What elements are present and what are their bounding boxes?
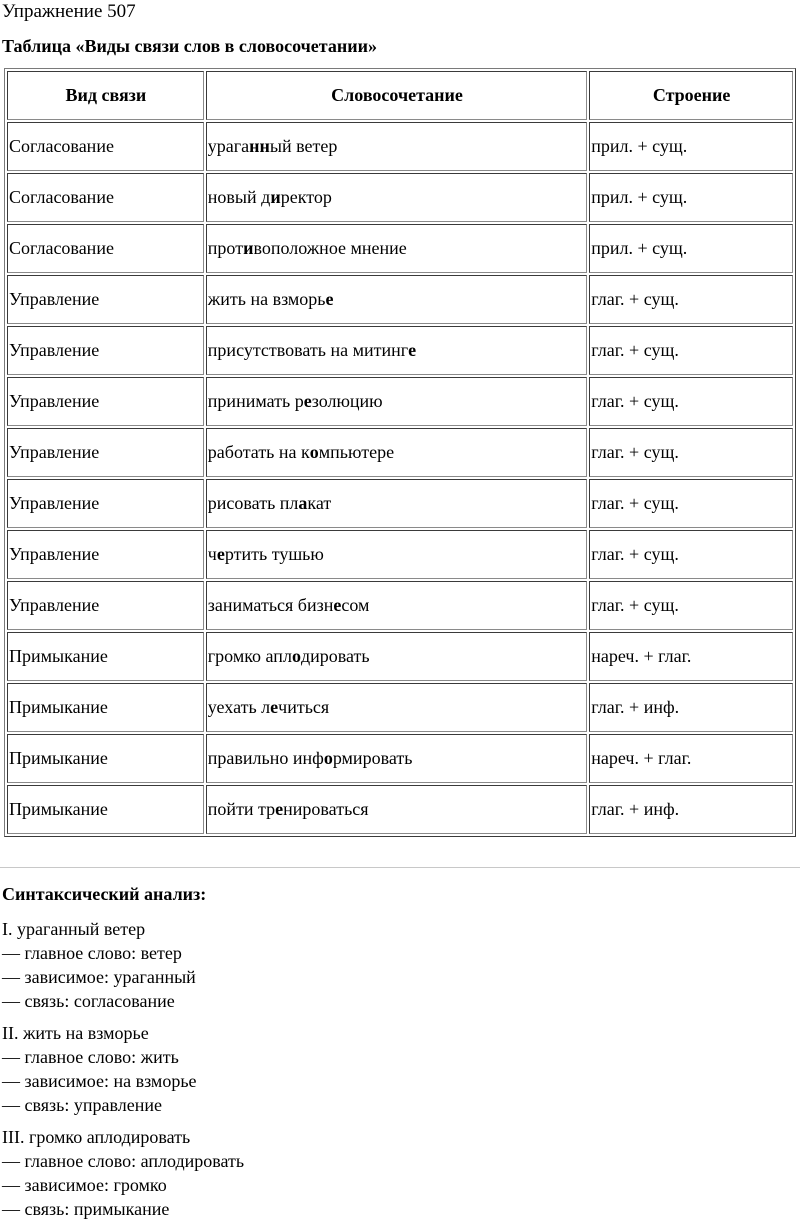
horizontal-divider <box>0 867 800 868</box>
phrase-text: ч <box>207 544 217 564</box>
relation-type-cell: Управление <box>7 479 204 528</box>
phrase-text: золюцию <box>311 391 383 411</box>
phrase-cell <box>206 632 587 681</box>
phrase-text: работать на к <box>207 442 310 462</box>
relation-type-cell: Управление <box>7 530 204 579</box>
analysis-line: — зависимое: ураганный <box>2 967 196 987</box>
table-row <box>7 530 793 579</box>
relation-type-cell: Управление <box>7 275 204 324</box>
phrase-cell <box>206 224 587 273</box>
phrase-cell <box>206 428 587 477</box>
phrase-cell <box>206 377 587 426</box>
analysis-line: — связь: управление <box>2 1095 162 1115</box>
table-body <box>7 122 793 834</box>
phrase-text: урага <box>207 136 250 156</box>
structure-cell: глаг. + сущ. <box>589 275 793 324</box>
analysis-line: — зависимое: на взморье <box>2 1071 197 1091</box>
table-row <box>7 173 793 222</box>
phrase-text: рисовать пл <box>207 493 299 513</box>
emphasized-letter: е <box>303 391 312 411</box>
exercise-title: Упражнение 507 <box>2 1 136 22</box>
structure-cell: глаг. + сущ. <box>589 530 793 579</box>
phrase-cell <box>206 530 587 579</box>
analysis-line: — главное слово: жить <box>2 1047 179 1067</box>
structure-cell: глаг. + инф. <box>589 683 793 732</box>
emphasized-letter: нн <box>249 136 270 156</box>
phrase-text: воположное мнение <box>253 238 407 258</box>
phrase-cell <box>206 581 587 630</box>
relation-type-cell: Примыкание <box>7 632 204 681</box>
structure-cell: глаг. + инф. <box>589 785 793 834</box>
relation-type-cell: Согласование <box>7 122 204 171</box>
phrase-cell <box>206 326 587 375</box>
structure-cell: глаг. + сущ. <box>589 326 793 375</box>
structure-cell: глаг. + сущ. <box>589 479 793 528</box>
emphasized-letter: и <box>243 238 254 258</box>
phrase-text: рмировать <box>332 748 413 768</box>
relation-type-cell: Согласование <box>7 224 204 273</box>
structure-cell: глаг. + сущ. <box>589 581 793 630</box>
structure-cell: прил. + сущ. <box>589 122 793 171</box>
relation-type-cell: Согласование <box>7 173 204 222</box>
relation-type-cell: Примыкание <box>7 785 204 834</box>
analysis-heading: III. громко аплодировать <box>2 1127 191 1147</box>
structure-cell: глаг. + сущ. <box>589 377 793 426</box>
table-row <box>7 683 793 732</box>
emphasized-letter: е <box>275 799 284 819</box>
analysis-heading: II. жить на взморье <box>2 1023 149 1043</box>
relation-type-cell: Примыкание <box>7 734 204 783</box>
emphasized-letter: е <box>408 340 417 360</box>
phrase-cell <box>206 683 587 732</box>
emphasized-letter: а <box>298 493 308 513</box>
analysis-line: — главное слово: ветер <box>2 943 182 963</box>
phrase-cell <box>206 275 587 324</box>
phrase-text: ый ветер <box>269 136 338 156</box>
phrase-text: читься <box>278 697 330 717</box>
emphasized-letter: е <box>216 544 225 564</box>
analysis-title: Синтаксический анализ: <box>2 884 207 904</box>
emphasized-letter: о <box>323 748 333 768</box>
phrase-text: громко апл <box>207 646 292 666</box>
emphasized-letter: е <box>333 595 342 615</box>
table-row <box>7 581 793 630</box>
analysis-line: — зависимое: громко <box>2 1175 167 1195</box>
table-row <box>7 479 793 528</box>
table-row <box>7 785 793 834</box>
analysis-block <box>2 1125 244 1221</box>
emphasized-letter: и <box>270 187 281 207</box>
emphasized-letter: е <box>325 289 334 309</box>
structure-cell: прил. + сущ. <box>589 224 793 273</box>
table-row <box>7 428 793 477</box>
relation-type-cell: Управление <box>7 581 204 630</box>
phrase-text: ректор <box>280 187 332 207</box>
relation-type-cell: Примыкание <box>7 683 204 732</box>
table-title: Таблица «Виды связи слов в словосочетании» <box>2 36 377 56</box>
header-relation-type: Вид связи <box>7 71 204 120</box>
relation-type-cell: Управление <box>7 428 204 477</box>
analysis-line: — связь: примыкание <box>2 1199 170 1219</box>
phrase-text: сом <box>341 595 370 615</box>
phrase-text: уехать л <box>207 697 271 717</box>
analysis-line: — связь: согласование <box>2 991 175 1011</box>
analysis-block <box>2 917 244 1013</box>
phrase-text: присутствовать на митинг <box>207 340 409 360</box>
table-row <box>7 275 793 324</box>
table-row <box>7 326 793 375</box>
emphasized-letter: е <box>270 697 279 717</box>
structure-cell: прил. + сущ. <box>589 173 793 222</box>
phrase-cell <box>206 734 587 783</box>
relation-type-cell: Управление <box>7 377 204 426</box>
phrase-cell <box>206 785 587 834</box>
phrase-cell <box>206 122 587 171</box>
table-row <box>7 224 793 273</box>
table-row <box>7 377 793 426</box>
phrase-cell <box>206 173 587 222</box>
table-row <box>7 734 793 783</box>
phrase-text: принимать р <box>207 391 304 411</box>
syntactic-analysis <box>2 917 244 1229</box>
table-row <box>7 122 793 171</box>
phrase-text: ртить тушью <box>224 544 324 564</box>
phrase-text: пойти тр <box>207 799 276 819</box>
phrase-text: мпьютере <box>318 442 395 462</box>
analysis-line: — главное слово: аплодировать <box>2 1151 245 1171</box>
phrase-text: кат <box>307 493 332 513</box>
structure-cell: нареч. + глаг. <box>589 734 793 783</box>
phrase-text: дировать <box>300 646 370 666</box>
relation-type-cell: Управление <box>7 326 204 375</box>
phrase-text: правильно инф <box>207 748 324 768</box>
header-phrase: Словосочетание <box>206 71 587 120</box>
phrase-cell <box>206 479 587 528</box>
phrase-text: прот <box>207 238 244 258</box>
phrase-text: заниматься бизн <box>207 595 334 615</box>
emphasized-letter: о <box>291 646 301 666</box>
header-structure: Строение <box>589 71 793 120</box>
table-row <box>7 632 793 681</box>
table-header-row <box>7 71 793 120</box>
phrase-text: новый д <box>207 187 271 207</box>
phrase-text: жить на взморь <box>207 289 326 309</box>
structure-cell: глаг. + сущ. <box>589 428 793 477</box>
structure-cell: нареч. + глаг. <box>589 632 793 681</box>
phrase-text: нироваться <box>283 799 369 819</box>
analysis-heading: I. ураганный ветер <box>2 919 146 939</box>
word-relation-table <box>4 68 796 837</box>
analysis-block <box>2 1021 244 1117</box>
emphasized-letter: о <box>309 442 319 462</box>
